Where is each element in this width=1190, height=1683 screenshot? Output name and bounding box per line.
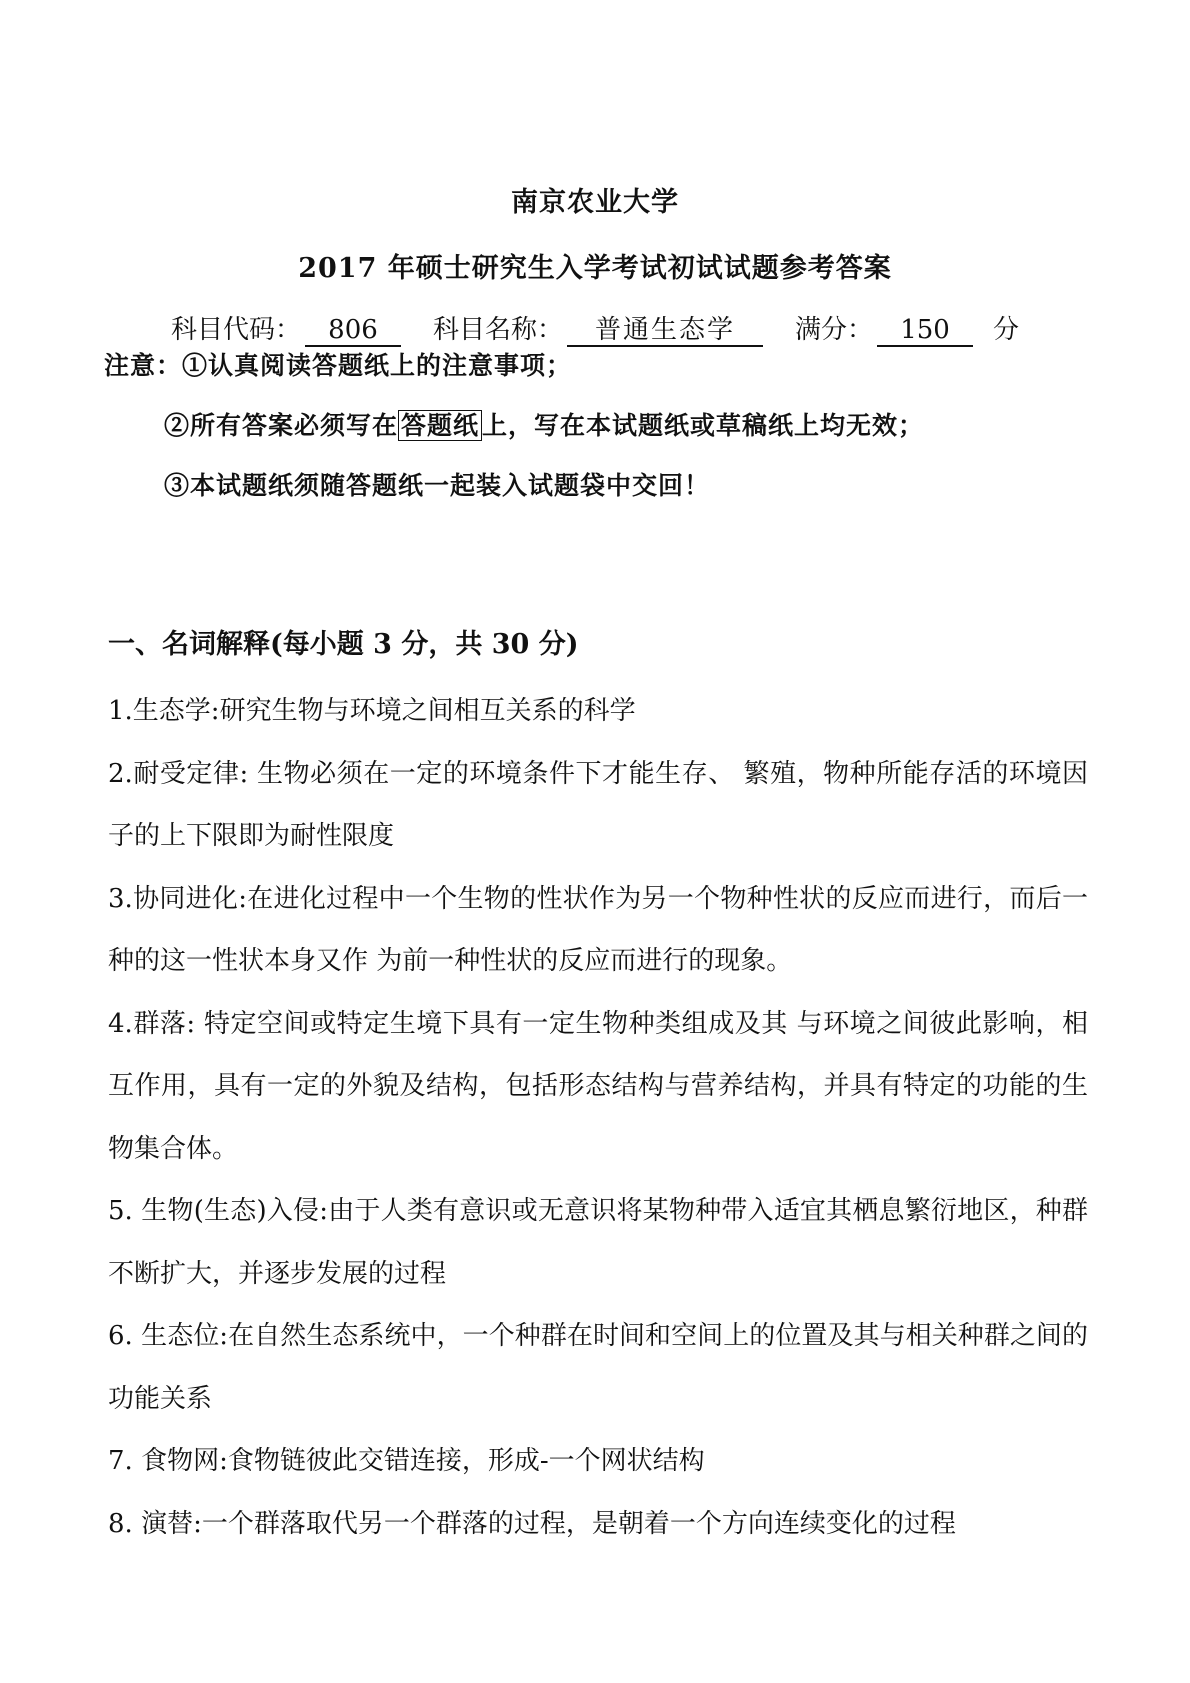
notice-line-2 — [164, 406, 924, 442]
definition-item-7: 7. 食物网:食物链彼此交错连接，形成-一个网状结构 — [108, 1446, 705, 1476]
exam-title: 2017 年硕士研究生入学考试初试试题参考答案 — [298, 253, 892, 284]
definition-item-2: 2.耐受定律: 生物必须在一定的环境条件下才能生存、 繁殖，物种所能存活的环境因子的上下限即为耐性限度 — [108, 758, 1088, 851]
definition-item-4: 4.群落: 特定空间或特定生境下具有一定生物种类组成及其 与环境之间彼此影响，相互作用，具有一定的外貌及结构，包括形态结构与营养结构，并具有特定的功能的生物集合体。 — [108, 1008, 1088, 1164]
definition-item-8: 8. 演替:一个群落取代另一个群落的过程，是朝着一个方向连续变化的过程 — [108, 1508, 956, 1539]
notice-line-2-pre: ②所有答案必须写在 — [164, 411, 399, 440]
full-score-value: 150 — [877, 315, 973, 347]
definition-item-5: 5. 生物(生态)入侵:由于人类有意识或无意识将某物种带入适宜其栖息繁衍地区，种群不断扩大，并逐步发展的过程 — [108, 1196, 1088, 1289]
subject-name-value: 普通生态学 — [567, 315, 763, 347]
definitions-list — [108, 680, 1088, 1555]
university-title: 南京农业大学 — [511, 187, 679, 218]
subject-code-value: 806 — [305, 315, 401, 347]
notice-line-3: ③本试题纸须随答题纸一起装入试题袋中交回！ — [164, 471, 711, 500]
definition-item-3: 3.协同进化:在进化过程中一个生物的性状作为另一个物种性状的反应而进行，而后一种的这一性状本身又作 为前一种性状的反应而进行的现象。 — [108, 883, 1088, 976]
subject-name-label: 科目名称： — [432, 315, 563, 345]
full-score-unit: 分 — [993, 315, 1020, 345]
definition-item-6: 6. 生态位:在自然生态系统中，一个种群在时间和空间上的位置及其与相关种群之间的功能关系 — [108, 1321, 1088, 1414]
notice-line-2-post: 上，写在本试题纸或草稿纸上均无效； — [482, 411, 925, 440]
notice-line-1: 注意：①认真阅读答题纸上的注意事项； — [104, 351, 573, 380]
subject-code-label: 科目代码： — [170, 315, 301, 345]
answer-sheet-boxed-text: 答题纸 — [398, 410, 482, 441]
subject-info-line — [0, 309, 1190, 347]
definition-item-1: 1.生态学:研究生物与环境之间相互关系的科学 — [108, 696, 636, 726]
section-heading-term-definitions: 一、名词解释(每小题 3 分，共 30 分) — [108, 629, 579, 660]
full-score-label: 满分： — [795, 315, 874, 345]
